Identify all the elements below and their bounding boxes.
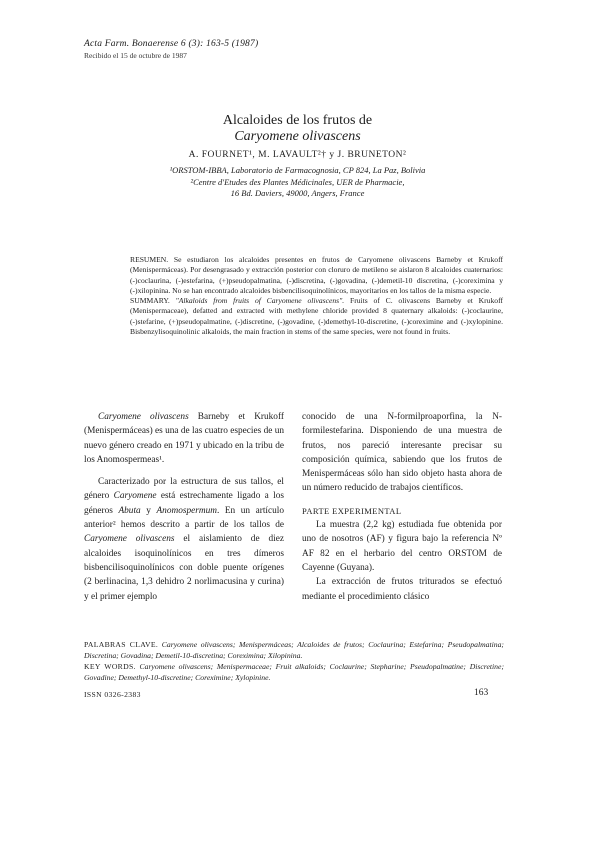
intro-text-2a: Caracterizado por la estructura de sus tallos, el género xyxy=(84,477,284,502)
title-line-2: Caryomene olivascens xyxy=(234,129,361,144)
summary-title: "Alkaloids from fruits of Caryomene olivascens". xyxy=(169,296,345,306)
intro-paragraph-1 xyxy=(84,410,284,467)
intro-text-2d: . En un artículo anterior² hemos descrito a partir de los tallos de xyxy=(84,505,284,531)
keywords-en-text: Caryomene olivascens; Menispermaceae; Fruit alkaloids; Coclaurine; Stepharine; Pseudopalmatine; Discretine; Govadine; Demethyl-10-discretine; Coreximine; Xylopinine. xyxy=(84,661,504,682)
intro-text-1: Barneby et Krukoff (Menispermáceas) es una de las cuatro especies de un nuevo género creado en 1971 y ubicado en la tribu de los Anomospermeas¹. xyxy=(84,412,284,465)
section-heading: PARTE EXPERIMENTAL xyxy=(302,505,402,516)
keywords-block xyxy=(84,640,504,684)
received-date: Recibido el 15 de octubre de 1987 xyxy=(84,51,187,60)
sample-paragraph: La muestra (2,2 kg) estudiada fue obtenida por uno de nosotros (AF) y figura bajo la referencia Nº AF 82 en el herbario del centro ORSTOM de Cayenne (Guyana). xyxy=(302,520,502,573)
affiliations xyxy=(0,165,595,200)
issn: ISSN 0326-2383 xyxy=(84,690,141,699)
summary-text: Fruits of C. olivascens Barneby et Krukoff (Menispermaceae), defatted and extracted with methylene chloride provided 8 quaternary alkaloids: (-)coclaurine, (-)stefarine, (+)pseudopalmatine, (-)discretine, (-)govadine, (-)demethyl-10-discretine, (-)coreximine and (-)xylopinine. Bisbenzylisoquinolinic alkaloids, the main fraction in stems of the same species, were not found in fruits. xyxy=(130,296,503,337)
summary-paragraph xyxy=(130,296,503,337)
page-number: 163 xyxy=(474,688,489,698)
keywords-es-text: Caryomene olivascens; Menispermáceas; Alcaloides de frutos; Coclaurina; Estefarina; Pseudopalmatina; Discretina; Govadina; Demetil-10-discretina; Coreximina; Xilopinina. xyxy=(84,640,504,660)
intro-text-2e: el aislamiento de diez alcaloides isoquinolínicos en tres dímeros bisbencilisoquinolínicos con doble puente orígenes (2 berlinacina, 1,3 dehidro 2 norlimacusina y curina) y el primer ejemplo xyxy=(84,534,284,602)
resumen-text: Se estudiaron los alcaloides presentes en frutos de Caryomene olivascens Barneby et Krukoff (Menispermáceas). Por desengrasado y extracción posterior con cloruro de metileno se aislaron 8 alcaloides cuaternarios: (-)coclaurina, (-)estefarina, (+)pseudopalmatina, (-)discretina, (-)govadina, (-)demetil-10 discretina, (-)coreximina y (-)xilopinina. No se han encontrado alcaloides bisbencilisoquinolínicos, mayoritarios en los tallos de la misma especie. xyxy=(130,255,503,295)
summary-label: SUMMARY. xyxy=(130,296,170,306)
title-line-1: Alcaloides de los frutos de xyxy=(222,113,373,128)
species-name: Caryomene olivascens xyxy=(98,412,189,422)
genus-abuta: Abuta xyxy=(118,505,141,516)
genus-name: Caryomene xyxy=(113,491,157,502)
author-list: A. FOURNET¹, M. LAVAULT²† y J. BRUNETON² xyxy=(188,150,407,160)
extraction-paragraph: La extracción de frutos triturados se efectuó mediante el procedimiento clásico xyxy=(302,577,502,602)
abstract xyxy=(130,255,503,337)
intro-text-2b: está estrechamente ligado a los géneros xyxy=(84,491,284,516)
journal-citation: Acta Farm. Bonaerense 6 (3): 163-5 (1987) xyxy=(84,39,259,49)
continuation-paragraph: conocido de una N-formilproaporfina, la N-formilestefarina. Disponiendo de una muestra de frutos, nos pareció interesante precisar su composición química, sabiendo que los frutos de Menispermáceas sólo han sido objeto hasta ahora de un número reducido de trabajos científicos. xyxy=(302,412,502,494)
keywords-es-label: PALABRAS CLAVE. xyxy=(84,640,159,649)
affiliation-3: 16 Bd. Daviers, 49000, Angers, France xyxy=(230,188,365,198)
resumen-label: RESUMEN. xyxy=(130,255,169,264)
species-name-2: Caryomene olivascens xyxy=(84,534,175,545)
affiliation-2: ²Centre d'Etudes des Plantes Médicinales, UER de Pharmacie, xyxy=(190,176,405,187)
body-column-left xyxy=(84,410,284,604)
intro-text-2c: y xyxy=(140,505,157,516)
intro-paragraph-2 xyxy=(84,475,284,604)
keywords-en xyxy=(84,662,504,684)
genus-anomospermum: Anomospermum xyxy=(156,505,217,516)
article-title xyxy=(0,113,595,145)
affiliation-1: ¹ORSTOM-IBBA, Laboratorio de Farmacognosia, CP 824, La Paz, Bolivia xyxy=(169,165,426,175)
keywords-es xyxy=(84,640,504,662)
body-column-right xyxy=(302,410,502,604)
resumen-paragraph xyxy=(130,255,503,296)
keywords-en-label: KEY WORDS. xyxy=(84,661,136,671)
